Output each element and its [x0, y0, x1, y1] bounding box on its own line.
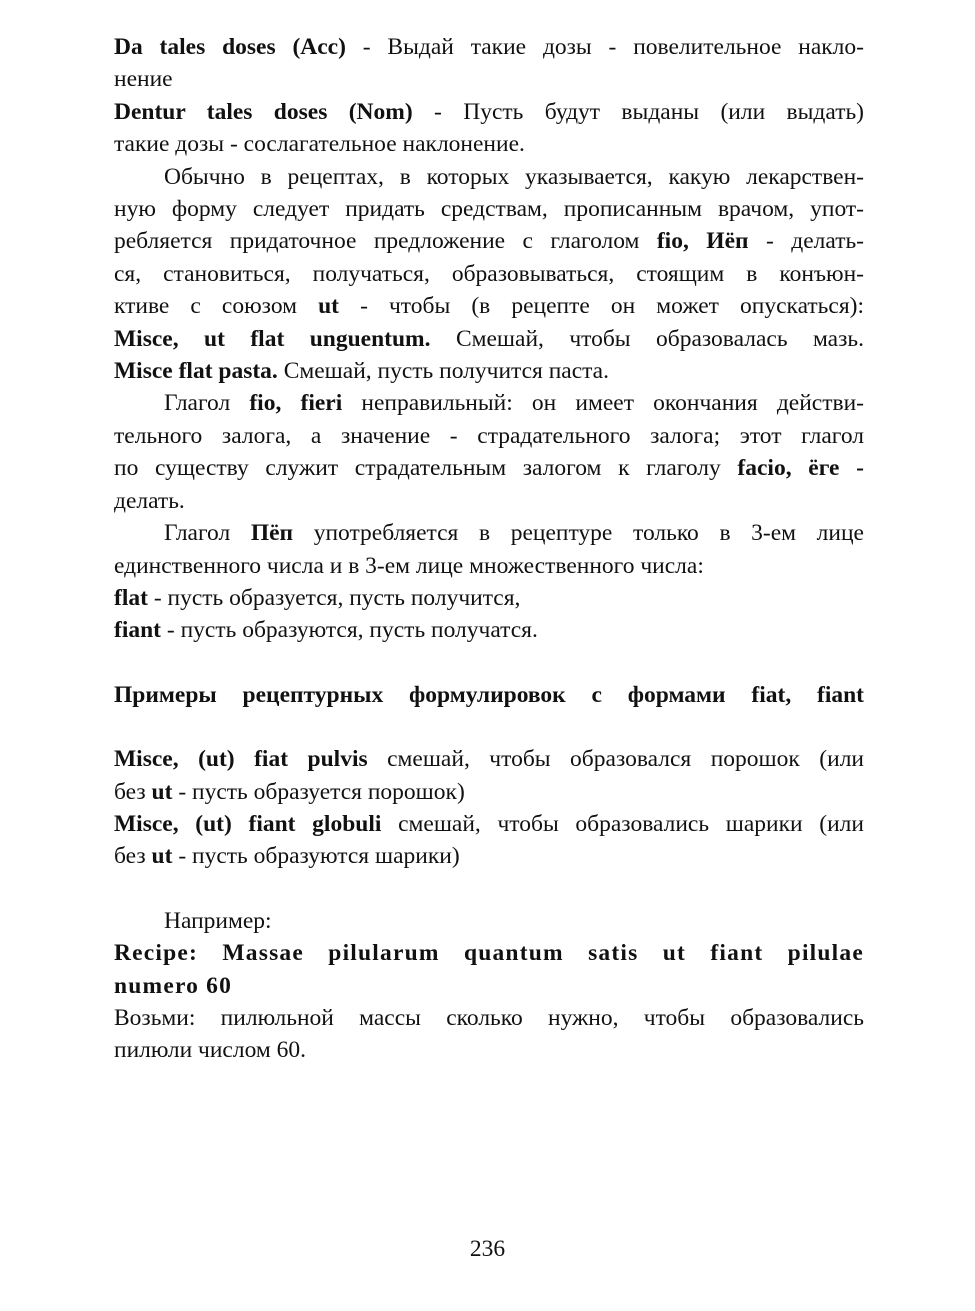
example-intro: Например:: [164, 907, 272, 934]
recipe-russian-line: пилюли числом 60.: [114, 1037, 307, 1064]
spacer: [114, 711, 864, 743]
text-line: такие дозы - сослагательное наклонение.: [114, 131, 525, 158]
text-line: нение: [114, 66, 173, 93]
spacer: [114, 873, 864, 905]
text-line: Dentur tales doses (Nom) - Пусть будут выданы (или выдать): [114, 98, 865, 125]
text-line: ктиве с союзом ut - чтобы (в рецепте он может опускаться):: [114, 293, 864, 320]
example-line: без ut - пусть образуется порошок): [114, 778, 465, 805]
spacer: [114, 647, 864, 679]
text-line: делать.: [114, 487, 185, 514]
text-line: единственного числа и в 3-ем лице множественного числа:: [114, 552, 704, 579]
text-line: Глагол fio, fieri неправильный: он имеет окончания действи-: [164, 390, 864, 417]
recipe-latin-line: Recipe: Massae pilularum quantum satis ut fiant pilulae: [114, 940, 864, 967]
text-line: тельного залога, а значение - страдательного залога; этот глагол: [114, 422, 864, 449]
text-line: Misce, ut flat unguentum. Смешай, чтобы образовалась мазь.: [114, 325, 864, 352]
recipe-latin-line: numero 60: [114, 972, 233, 999]
text-line: по существу служит страдательным залогом к глаголу facio, ёге -: [114, 455, 864, 482]
recipe-russian-line: Возьми: пилюльной массы сколько нужно, чтобы образовались: [114, 1004, 864, 1031]
page-number: 236: [469, 1236, 506, 1262]
page-body: [114, 31, 864, 1067]
text-line: Da tales doses (Acc) - Выдай такие дозы - повелительное накло-: [114, 34, 864, 60]
text-line: flat - пусть образуется, пусть получится,: [114, 584, 521, 611]
text-line: fiant - пусть образуются, пусть получатся.: [114, 617, 538, 644]
example-line: Misce, (ut) fiat pulvis смешай, чтобы образовался порошок (или: [114, 746, 864, 773]
text-line: ную форму следует придать средствам, прописанным врачом, упот-: [114, 196, 864, 223]
text-line: Обычно в рецептах, в которых указывается, какую лекарствен-: [164, 163, 864, 190]
section-heading: Примеры рецептурных формулировок с формами fiat, fiant: [114, 681, 864, 708]
example-line: без ut - пусть образуются шарики): [114, 843, 460, 870]
text-line: Misce flat pasta. Смешай, пусть получится паста.: [114, 358, 609, 385]
text-line: ся, становиться, получаться, образовываться, стоящим в конъюн-: [114, 260, 864, 287]
example-line: Misce, (ut) fiant globuli смешай, чтобы образовались шарики (или: [114, 810, 864, 837]
text-line: Глагол Пёп употребляется в рецептуре только в 3-ем лице: [164, 520, 864, 547]
text-line: ребляется придаточное предложение с глаголом fio, Иёп - делать-: [114, 228, 865, 255]
